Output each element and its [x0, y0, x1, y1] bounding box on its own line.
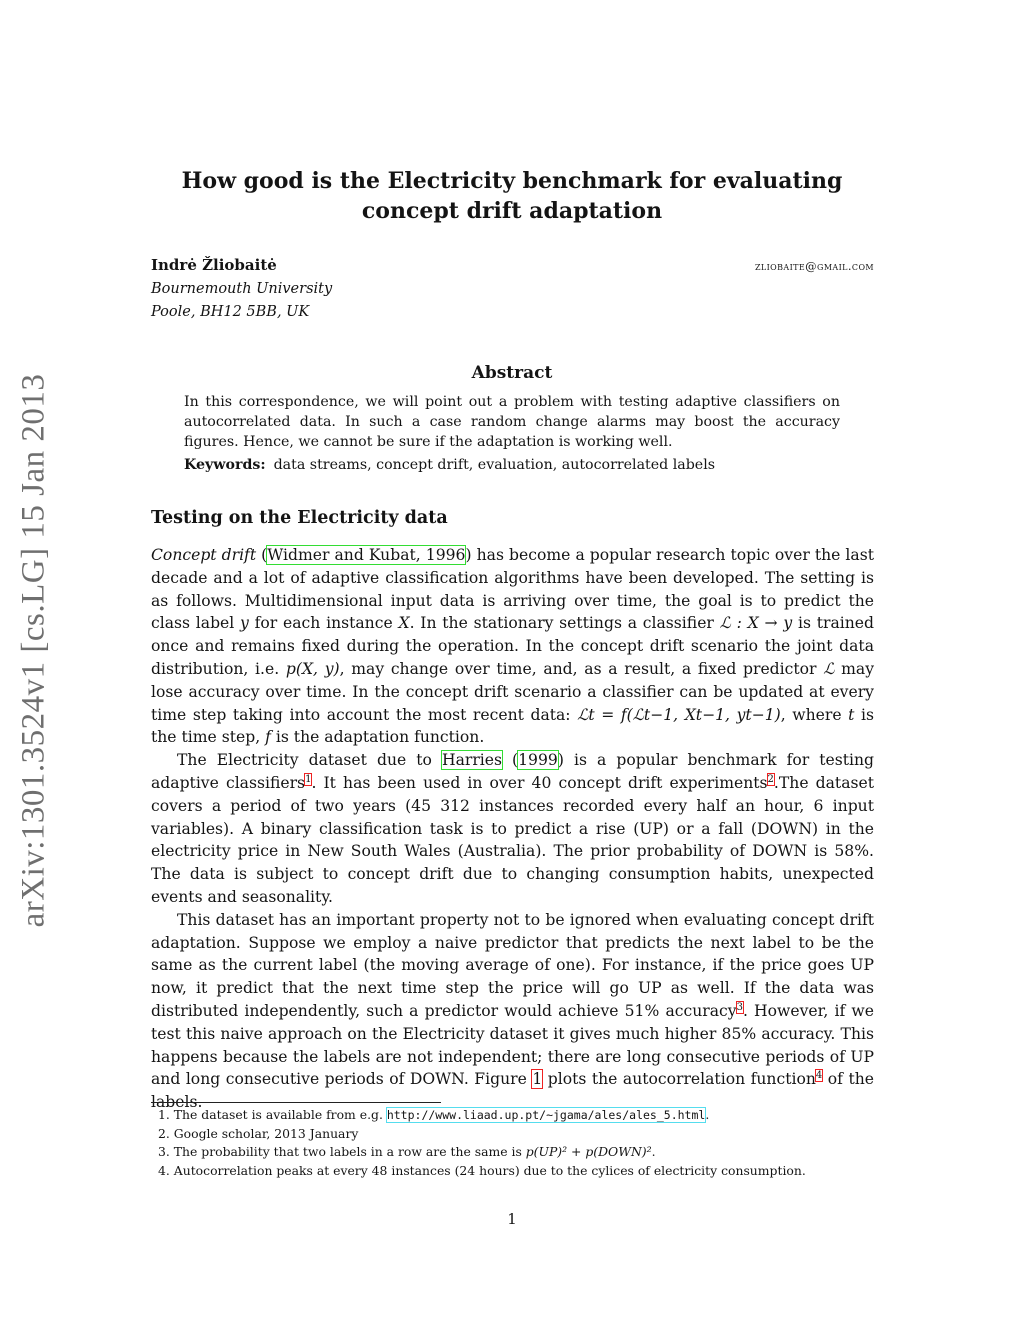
footnote-4: 4. Autocorrelation peaks at every 48 instances (24 hours) due to the cylices of electricity consumption. [158, 1162, 806, 1178]
math-var: y [240, 614, 249, 633]
text-run: The Electricity dataset due to [177, 751, 442, 770]
abstract-text: In this correspondence, we will point out a problem with testing adaptive classifiers on autocorrelated data. In such a case random change alarms may boost the accuracy figures. Hence, we cannot be sure if the adaptation is working well. [184, 394, 840, 450]
text-run: is a popular benchmark for testing adaptive classifiers [151, 751, 874, 792]
keywords-label: Keywords: [184, 457, 266, 473]
dataset-url-link[interactable]: http://www.liaad.up.pt/~jgama/ales/ales_5.html [386, 1108, 706, 1122]
math-var: f [265, 728, 271, 747]
text-run: is the adaptation function. [270, 728, 485, 747]
footnote-ref-2[interactable]: 2 [767, 773, 774, 785]
author-affiliation-1: Bournemouth University [151, 281, 333, 297]
paragraph-3 [151, 909, 874, 1114]
math-expression: ℒt = f(ℒt−1, Xt−1, yt−1) [577, 705, 781, 724]
section-body [151, 544, 874, 1114]
footnotes [158, 1106, 874, 1180]
citation-authors[interactable]: Widmer and Kubat [267, 546, 416, 564]
citation-year[interactable]: 1996 [425, 546, 466, 564]
text-run: is the time step, [151, 705, 874, 747]
citation-harries-year[interactable]: 1999 [518, 751, 558, 770]
title-line-2: concept drift adaptation [361, 198, 663, 224]
text-run: may lose accuracy over time. In the concept drift scenario a classifier can be updated at every time step taking into account the most recent data: [151, 659, 875, 724]
math-var: ℒ [823, 659, 835, 678]
author-email: zliobaite@gmail.com [754, 259, 874, 273]
text-run: . In the stationary settings a classifier [409, 614, 720, 633]
footnote-3 [158, 1143, 874, 1162]
text-run: .The dataset covers a period of two years (45 312 instances recorded every half an hour, 6 input variables). A binary classification task is to predict a rise (UP) or a fall (DOWN) in the electricity price in New South Wales (Australia). The prior probability of DOWN is 58%. The data is subject to concept drift due to changing consumption habits, unexpected events and seasonality. [151, 773, 874, 906]
term-concept-drift: Concept drift [151, 546, 257, 564]
math-expression: ℒ : X → y [719, 614, 793, 633]
text-run: . [651, 1144, 656, 1160]
math-var: t [848, 705, 855, 724]
citation-harries[interactable]: Harries [441, 751, 502, 770]
paper-title [150, 166, 874, 226]
author-name: Indrė Žliobaitė [151, 256, 277, 274]
text-run: . It has been used in over 40 concept drift experiments [311, 773, 768, 792]
text-run: 1. The dataset is available from e.g. [158, 1107, 387, 1122]
section-heading: Testing on the Electricity data [151, 508, 448, 528]
paragraph-1: Concept drift (Widmer and Kubat, 1996) has become a popular research topic over the last decade and a lot of adaptive classification algorithms have been developed. The setting is as follows. Multidimensional input data is arriving over time, the goal is to predict the class label y for each instance X. In the stationary settings a classifier ℒ : X → y is trained once and remains fixed during the operation. In the concept drift scenario the joint data distribution, i.e. p(X, y), may change over time, and, as a result, a fixed predictor ℒ may lose accuracy over time. In the concept drift scenario a classifier can be updated at every time step taking into account the most recent data: ℒt = f(ℒt−1, Xt−1, yt−1), where t is the time step, f is the adaptation function. [151, 546, 875, 747]
figure-ref-1[interactable]: 1 [532, 1070, 543, 1089]
keywords [184, 457, 840, 473]
citation-widmer-kubat[interactable]: Widmer and Kubat, 1996 [267, 546, 466, 564]
arxiv-stamp [14, 370, 54, 930]
footnote-ref-3[interactable]: 3 [736, 1001, 743, 1013]
math-expression: p(UP)² + p(DOWN)² [525, 1144, 652, 1160]
abstract-heading: Abstract [471, 363, 553, 383]
text-run: . [705, 1107, 710, 1122]
text-run: , may change over time, and, as a result, a fixed predictor [339, 659, 824, 678]
text-run: This dataset has an important property not to be ignored when evaluating concept drift adaptation. Suppose we employ a naive predictor that predicts the next label to be the same as the current label (the moving average of one). For instance, if the price goes UP now, it predict that the next time step the price will go UP as well. If the data was distributed independently, such a predictor would achieve 51% accuracy [151, 910, 874, 1020]
footnote-divider [151, 1102, 441, 1103]
author-affiliation-2: Poole, BH12 5BB, UK [151, 304, 310, 320]
text-run: , where [780, 705, 849, 724]
text-run: for each instance [248, 614, 399, 633]
paragraph-2: The Electricity dataset due to Harries (1999) is a popular benchmark for testing adaptive classifiers$^1$. It has been used in over 40 concept drift experiments$^2$.The dataset covers a period of two years (45 312 instances recorded every half an hour, 6 input variables). A binary classification task is to predict a rise (UP) or a fall (DOWN) in the electricity price in New South Wales (Australia). The prior probability of DOWN is 58%. The data is subject to concept drift due to changing consumption habits, unexpected events and seasonality. [151, 751, 874, 906]
math-var: X [398, 614, 410, 633]
page-number: 1 [507, 1210, 517, 1228]
keywords-list: data streams, concept drift, evaluation, autocorrelated labels [273, 457, 716, 473]
text-run: . However, if we test this naive approach on the Electricity dataset it gives much higher 85% accuracy. This happens because the labels are not independent; there are long consecutive periods of UP and long consecutive periods of DOWN. Figure [151, 1001, 874, 1089]
arxiv-id: arXiv:1301.3524v1 [cs.LG] 15 Jan 2013 [15, 373, 52, 927]
footnote-2: 2. Google scholar, 2013 January [158, 1125, 359, 1141]
footnote-ref-4[interactable]: 4 [815, 1070, 823, 1082]
math-expression: p(X, y) [285, 659, 340, 678]
title-line-1: How good is the Electricity benchmark for evaluating [181, 168, 843, 194]
text-run: of the labels. [151, 1070, 874, 1112]
footnote-ref-1[interactable]: 1 [305, 773, 312, 785]
text-run: plots the autocorrelation function [542, 1070, 816, 1089]
footnote-1 [158, 1106, 874, 1125]
text-run: has become a popular research topic over the last decade and a lot of adaptive classification algorithms have been developed. The setting is as follows. Multidimensional input data is arriving over time, the goal is to predict the class label [151, 546, 874, 633]
text-run: is trained once and remains fixed during the operation. In the concept drift scenario the joint data distribution, i.e. [151, 614, 874, 678]
text-run: 3. The probability that two labels in a row are the same is [158, 1144, 526, 1160]
